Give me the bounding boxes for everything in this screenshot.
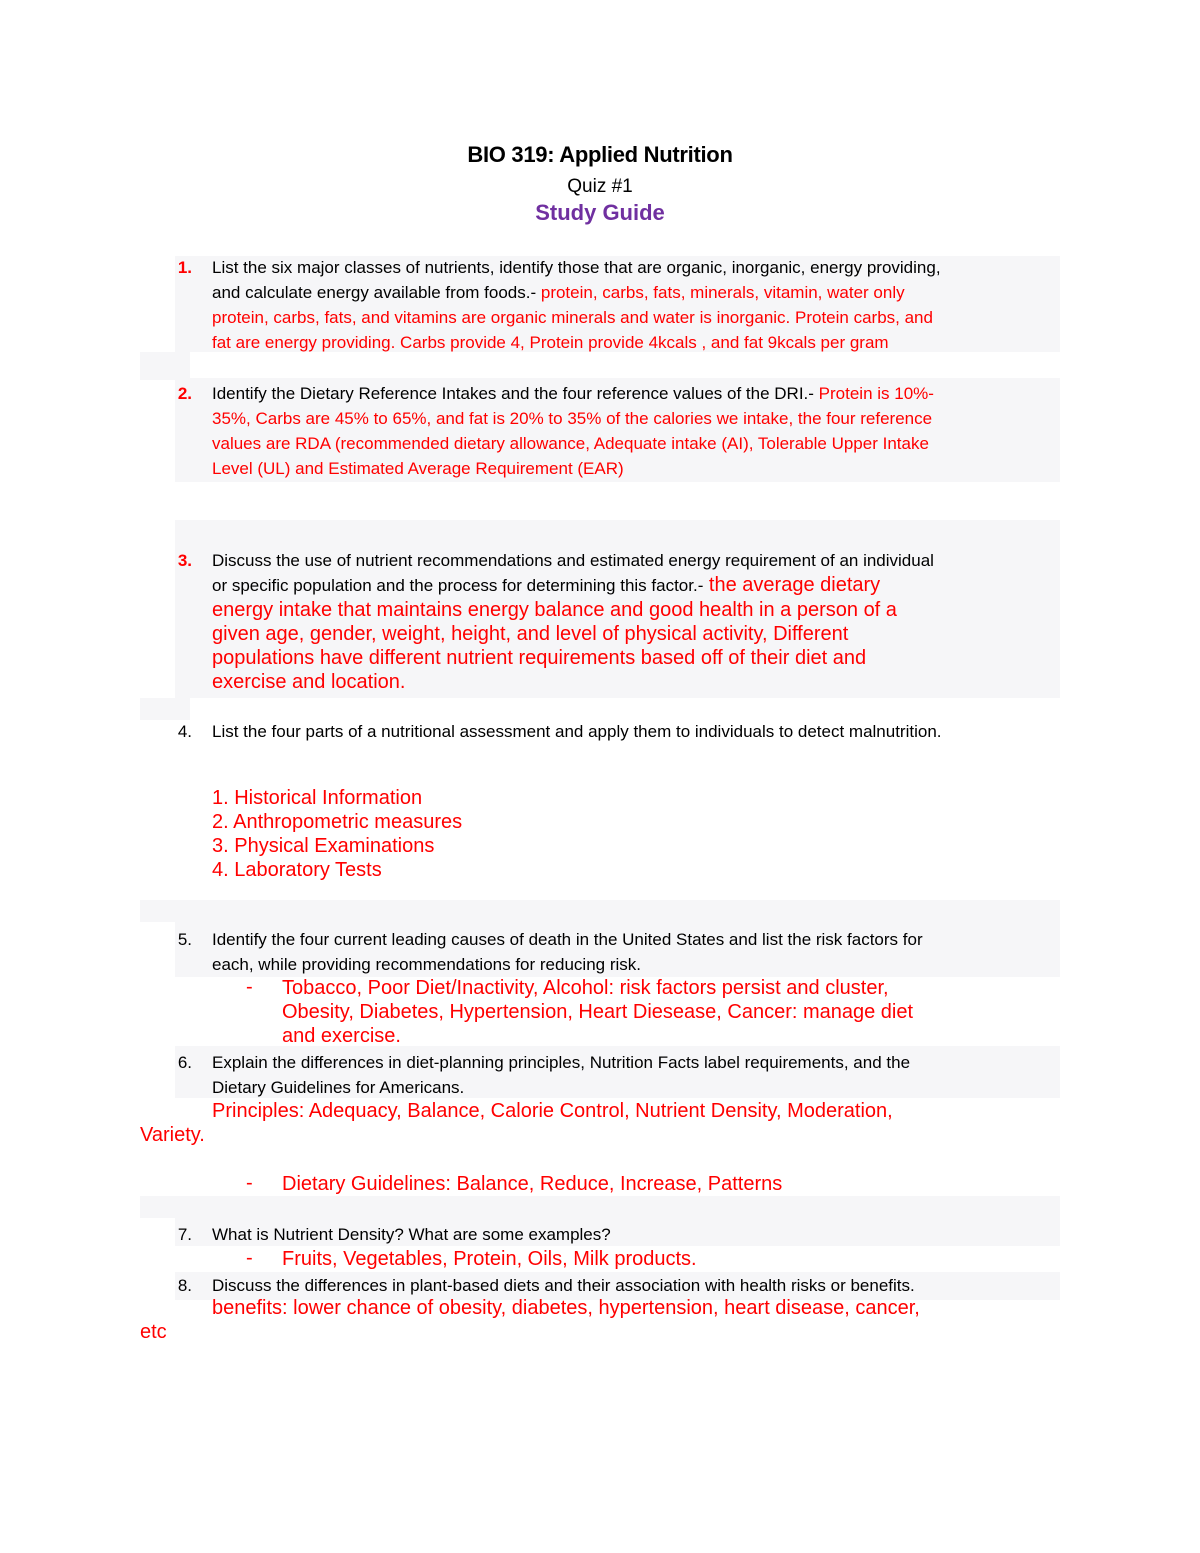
question-5-text: Identify the four current leading causes of death in the United States and list the risk factors for [212,930,923,949]
question-3-answer-line-4: populations have different nutrient requirements based off of their diet and [212,647,867,669]
question-8-answer-line-2: etc [140,1321,167,1343]
question-1-number: 1. [177,258,192,277]
question-5-answer-line-3: and exercise. [282,1025,401,1047]
question-6-number: 6. [177,1053,192,1072]
question-5-answer-line-1: Tobacco, Poor Diet/Inactivity, Alcohol: risk factors persist and cluster, [282,977,889,999]
question-6-answer-line-2: Variety. [140,1124,205,1146]
question-3-answer-line-3: given age, gender, weight, height, and level of physical activity, Different [212,623,849,645]
document-title: BIO 319: Applied Nutrition [467,142,733,167]
question-3-answer-line-2: energy intake that maintains energy balance and good health in a person of a [212,599,897,621]
question-5-answer-line-2: Obesity, Diabetes, Hypertension, Heart Diesease, Cancer: manage diet [282,1001,914,1023]
question-1-answer-line-2: protein, carbs, fats, and vitamins are organic minerals and water is inorganic. Protein carbs, and [212,308,933,327]
assessment-item-1: 1. Historical Information [212,787,423,809]
question-7-bullet: - [246,1247,253,1269]
question-6-bullet: - [246,1172,253,1194]
question-3-text-cont [212,573,1062,598]
question-3-text: Discuss the use of nutrient recommendations and estimated energy requirement of an individual [212,551,934,570]
question-8-number: 8. [177,1276,192,1295]
question-4-text: List the four parts of a nutritional assessment and apply them to individuals to detect malnutrition. [212,722,942,741]
margin-shade-3 [140,900,1060,922]
question-3-text-end: or specific population and the process for determining this factor.- [212,576,704,595]
question-5-text-cont: each, while providing recommendations for reducing risk. [212,955,641,974]
margin-shade-1 [140,352,190,380]
question-4-number: 4. [177,722,192,741]
question-3-answer-line-5: exercise and location. [212,671,406,693]
margin-shade-4 [140,1196,1060,1218]
question-6 [212,1050,1062,1100]
question-7-number: 7. [177,1225,192,1244]
question-5-number: 5. [177,930,192,949]
question-6-answer-line-1: Principles: Adequacy, Balance, Calorie Control, Nutrient Density, Moderation, [212,1100,893,1122]
study-guide-heading: Study Guide [535,200,665,225]
question-2-number: 2. [177,384,192,403]
question-2 [212,381,1062,481]
question-1-answer-line-3: fat are energy providing. Carbs provide 4, Protein provide 4kcals , and fat 9kcals per gram [212,333,889,352]
question-2-answer-start: Protein is 10%- [813,384,934,403]
question-2-answer-line-2: 35%, Carbs are 45% to 65%, and fat is 20% to 35% of the calories we intake, the four reference [212,409,933,428]
question-2-text-main: Identify the Dietary Reference Intakes and the four reference values of the DRI.- [212,384,814,403]
assessment-item-3: 3. Physical Examinations [212,835,435,857]
question-7-answer: Fruits, Vegetables, Protein, Oils, Milk products. [282,1248,697,1270]
assessment-item-2: 2. Anthropometric measures [212,811,463,833]
question-1-text-end: and calculate energy available from foods.- [212,283,537,302]
question-3-answer-start: the average dietary [703,574,881,596]
question-1 [212,255,1062,355]
question-6-text-cont: Dietary Guidelines for Americans. [212,1078,465,1097]
question-3-number: 3. [177,551,192,570]
question-7-text: What is Nutrient Density? What are some examples? [212,1225,611,1244]
question-6-answer-line-3: Dietary Guidelines: Balance, Reduce, Increase, Patterns [282,1173,783,1195]
question-5 [212,927,1062,977]
question-2-answer-line-3: values are RDA (recommended dietary allowance, Adequate intake (AI), Tolerable Upper Intake [212,434,929,453]
question-2-text [212,381,1062,406]
question-8-answer-line-1: benefits: lower chance of obesity, diabetes, hypertension, heart disease, cancer, [212,1297,920,1319]
quiz-subtitle: Quiz #1 [567,176,633,197]
question-1-answer-start: protein, carbs, fats, minerals, vitamin, water only [536,283,905,302]
assessment-item-4: 4. Laboratory Tests [212,859,382,881]
margin-shade-2 [140,698,190,720]
question-6-text: Explain the differences in diet-planning principles, Nutrition Facts label requirements, and the [212,1053,911,1072]
question-5-bullet: - [246,976,253,998]
question-1-text: List the six major classes of nutrients, identify those that are organic, inorganic, energy providing, [212,258,941,277]
question-8-text: Discuss the differences in plant-based diets and their association with health risks or benefits. [212,1276,915,1295]
question-3 [212,548,1062,598]
question-2-answer-line-4: Level (UL) and Estimated Average Requirement (EAR) [212,459,624,478]
question-1-text-cont [212,280,1062,305]
